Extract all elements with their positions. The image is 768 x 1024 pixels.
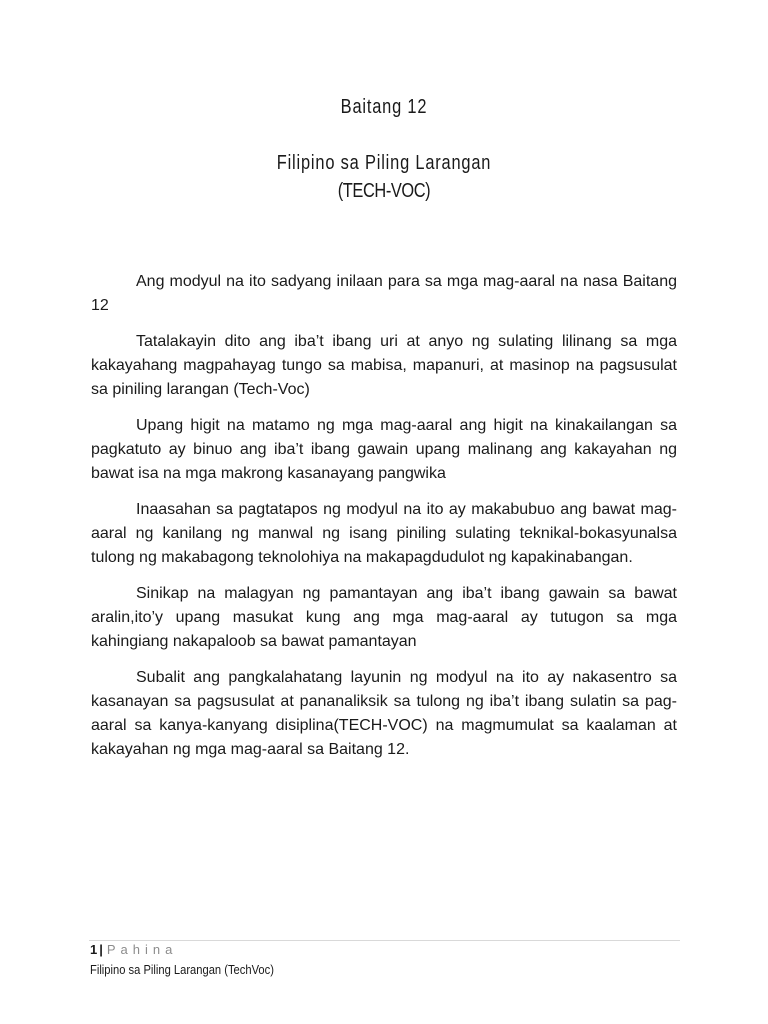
page-number: 1 xyxy=(90,942,98,957)
page-separator: | xyxy=(99,942,103,957)
paragraph-standards: Sinikap na malagyan ng pamantayan ang iba’t ibang gawain sa bawat aralin,ito’y upang masukat kung ang mga mag-aaral ay tutugon sa mga kahingiang nakapaloob sa bawat pamantayan xyxy=(91,585,677,650)
track-heading: (TECH-VOC) xyxy=(337,180,431,202)
subject-heading: Filipino sa Piling Larangan xyxy=(276,152,492,174)
paragraph-intended-audience: Ang modyul na ito sadyang inilaan para sa mga mag-aaral na nasa Baitang 12 xyxy=(91,273,677,314)
page-word: Pahina xyxy=(106,942,178,957)
paragraph-general-goal: Subalit ang pangkalahatang layunin ng modyul na ito ay nakasentro sa kasanayan sa pagsusulat at pananaliksik sa tulong ng iba’t ibang sulatin sa pag-aaral sa kanya-kanyang disiplina(TECH-VOC) na magmumulat sa kaalaman at kakayahan ng mga mag-aaral sa Baitang 12. xyxy=(91,669,677,758)
module-introduction xyxy=(91,270,677,774)
footer-page-label xyxy=(90,941,177,958)
paragraph-expected-output: Inaasahan sa pagtatapos ng modyul na ito ay makabubuo ang bawat mag-aaral ng kanilang ng manwal ng isang piniling sulating teknikal-bokasyunalsa tulong ng makabagong teknolohiya na makapagdudulot ng kapakinabangan. xyxy=(91,501,677,566)
grade-heading: Baitang 12 xyxy=(340,96,428,118)
footer-document-title: Filipino sa Piling Larangan (TechVoc) xyxy=(90,962,274,977)
paragraph-topics: Tatalakayin dito ang iba’t ibang uri at anyo ng sulating lilinang sa mga kakayahang magpahayag tungo sa mabisa, mapanuri, at masinop na pagsusulat sa piniling larangan (Tech-Voc) xyxy=(91,333,677,398)
footer-divider xyxy=(89,940,680,941)
paragraph-activities: Upang higit na matamo ng mga mag-aaral ang higit na kinakailangan sa pagkatuto ay binuo ang iba’t ibang gawain upang malinang ang kakayahan ng bawat isa na mga makrong kasanayang pangwika xyxy=(91,417,677,482)
